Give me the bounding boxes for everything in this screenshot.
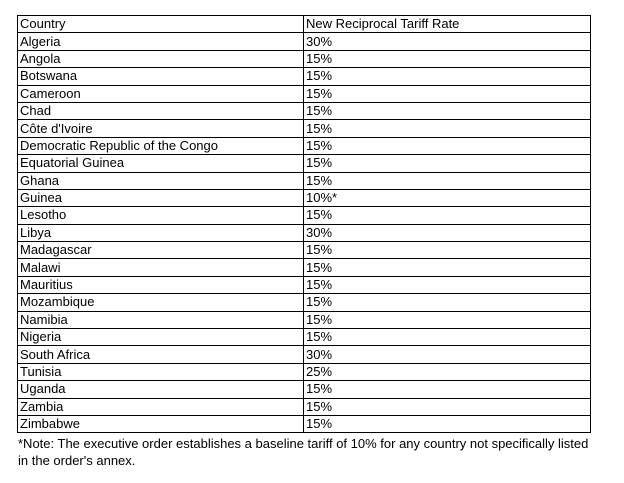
country-cell: Botswana bbox=[18, 68, 304, 85]
country-cell: Cameroon bbox=[18, 85, 304, 102]
tariff-rate-cell: 10%* bbox=[304, 189, 591, 206]
table-row bbox=[18, 415, 591, 432]
tariff-rate-cell: 15% bbox=[304, 50, 591, 67]
country-cell: Angola bbox=[18, 50, 304, 67]
tariff-rate-cell: 30% bbox=[304, 346, 591, 363]
tariff-rate-cell: 15% bbox=[304, 381, 591, 398]
country-cell: Lesotho bbox=[18, 207, 304, 224]
country-cell: Mauritius bbox=[18, 276, 304, 293]
tariff-rate-cell: 15% bbox=[304, 276, 591, 293]
footnote: *Note: The executive order establishes a baseline tariff of 10% for any country not specifically listed in the order's annex. bbox=[18, 436, 589, 468]
tariff-rate-cell: 15% bbox=[304, 207, 591, 224]
table-row bbox=[18, 172, 591, 189]
table-row bbox=[18, 294, 591, 311]
country-cell: Tunisia bbox=[18, 363, 304, 380]
table-row bbox=[18, 68, 591, 85]
tariff-rate-cell: 15% bbox=[304, 242, 591, 259]
country-cell: Zimbabwe bbox=[18, 415, 304, 432]
tariff-rate-cell: 15% bbox=[304, 120, 591, 137]
tariff-rate-cell: 15% bbox=[304, 155, 591, 172]
table-body bbox=[18, 16, 591, 433]
table-row bbox=[18, 120, 591, 137]
tariff-rate-cell: 15% bbox=[304, 259, 591, 276]
country-cell: Uganda bbox=[18, 381, 304, 398]
country-cell: Mozambique bbox=[18, 294, 304, 311]
tariff-rate-cell: 15% bbox=[304, 85, 591, 102]
table-row bbox=[18, 102, 591, 119]
country-cell: Ghana bbox=[18, 172, 304, 189]
tariff-rate-cell: 15% bbox=[304, 294, 591, 311]
table-row bbox=[18, 329, 591, 346]
country-cell: Madagascar bbox=[18, 242, 304, 259]
tariff-table bbox=[17, 15, 591, 433]
tariff-rate-cell: 15% bbox=[304, 68, 591, 85]
tariff-rate-cell: 15% bbox=[304, 311, 591, 328]
tariff-rate-cell: 30% bbox=[304, 33, 591, 50]
country-cell: Nigeria bbox=[18, 329, 304, 346]
table-row bbox=[18, 155, 591, 172]
country-cell: Equatorial Guinea bbox=[18, 155, 304, 172]
country-cell: Namibia bbox=[18, 311, 304, 328]
table-header-row bbox=[18, 16, 591, 33]
tariff-rate-cell: 15% bbox=[304, 398, 591, 415]
table-row bbox=[18, 276, 591, 293]
tariff-rate-cell: 15% bbox=[304, 329, 591, 346]
column-header-country: Country bbox=[18, 16, 304, 33]
tariff-rate-cell: 15% bbox=[304, 137, 591, 154]
table-row bbox=[18, 346, 591, 363]
tariff-rate-cell: 15% bbox=[304, 102, 591, 119]
country-cell: Malawi bbox=[18, 259, 304, 276]
country-cell: Chad bbox=[18, 102, 304, 119]
column-header-tariff-rate: New Reciprocal Tariff Rate bbox=[304, 16, 591, 33]
table-row bbox=[18, 33, 591, 50]
country-cell: Algeria bbox=[18, 33, 304, 50]
country-cell: Côte d'Ivoire bbox=[18, 120, 304, 137]
table-row bbox=[18, 50, 591, 67]
table-row bbox=[18, 242, 591, 259]
table-row bbox=[18, 259, 591, 276]
country-cell: South Africa bbox=[18, 346, 304, 363]
table-row bbox=[18, 207, 591, 224]
table-row bbox=[18, 381, 591, 398]
table-row bbox=[18, 137, 591, 154]
country-cell: Libya bbox=[18, 224, 304, 241]
tariff-rate-cell: 15% bbox=[304, 172, 591, 189]
table-row bbox=[18, 363, 591, 380]
table-row bbox=[18, 85, 591, 102]
tariff-rate-cell: 30% bbox=[304, 224, 591, 241]
country-cell: Guinea bbox=[18, 189, 304, 206]
table-row bbox=[18, 224, 591, 241]
country-cell: Democratic Republic of the Congo bbox=[18, 137, 304, 154]
tariff-rate-cell: 25% bbox=[304, 363, 591, 380]
table-row bbox=[18, 311, 591, 328]
table-row bbox=[18, 189, 591, 206]
country-cell: Zambia bbox=[18, 398, 304, 415]
tariff-rate-cell: 15% bbox=[304, 415, 591, 432]
table-row bbox=[18, 398, 591, 415]
